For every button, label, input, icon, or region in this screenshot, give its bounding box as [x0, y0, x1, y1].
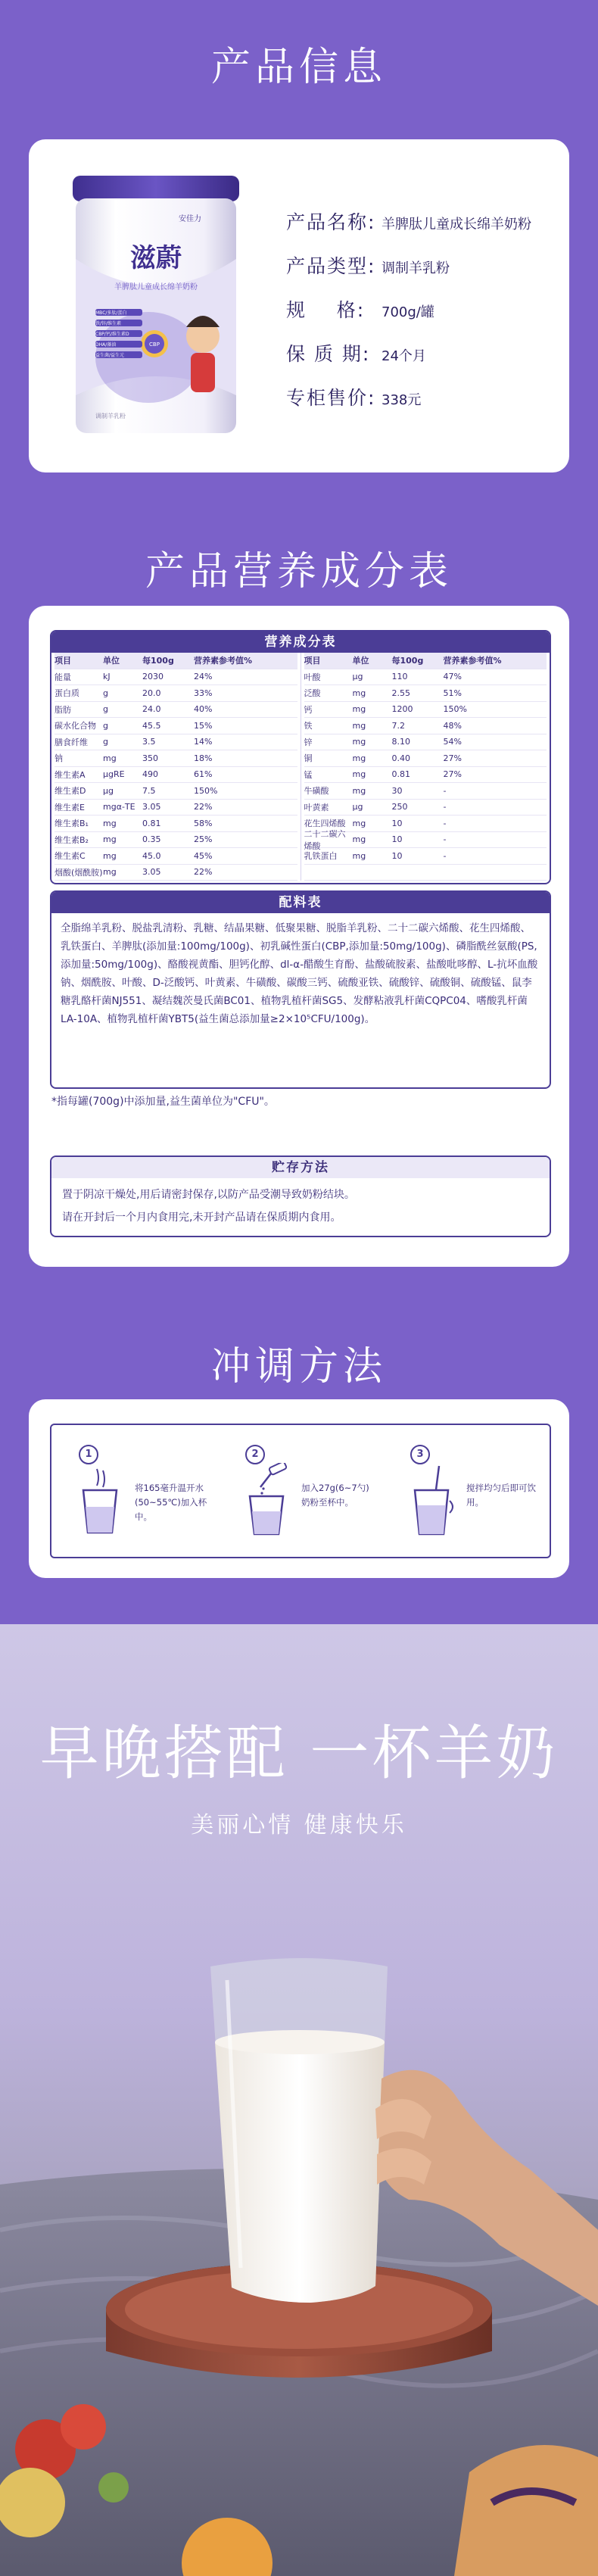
table-header: 每100g: [142, 656, 174, 666]
table-cell: 61%: [194, 769, 213, 780]
table-cell: 47%: [443, 672, 462, 682]
info-value: 338元: [382, 392, 422, 408]
table-cell: 250: [391, 802, 408, 812]
can-subtitle: 羊脾肽儿童成长绵羊奶粉: [114, 283, 198, 292]
table-row: [55, 783, 297, 800]
table-cell: g: [103, 737, 108, 747]
can-name: 滋蔚: [130, 243, 182, 273]
table-row: [55, 702, 297, 719]
table-cell: mg: [103, 818, 117, 828]
table-cell: 350: [142, 753, 158, 763]
nutrition-table: [50, 630, 551, 884]
table-row: [304, 783, 547, 800]
table-header: 营养素参考值%: [194, 656, 253, 666]
table-cell: 3.05: [142, 867, 161, 878]
table-cell: mg: [352, 753, 366, 763]
table-cell: 27%: [443, 753, 462, 763]
table-row: [55, 718, 297, 734]
table-cell: mg: [352, 834, 366, 845]
can-bullet: 益生菌/益生元: [95, 353, 125, 358]
ingredients-note: *指每罐(700g)中添加量,益生菌单位为"CFU"。: [51, 1096, 275, 1108]
table-cell: 2030: [142, 672, 164, 682]
info-label: 规 格:: [286, 299, 366, 321]
table-row: [55, 734, 297, 751]
table-header: 项目: [304, 656, 321, 666]
table-cell: 58%: [194, 818, 213, 828]
scoop-powder-icon: [244, 1463, 297, 1536]
table-header: 单位: [352, 656, 369, 666]
table-cell: 花生四烯酸: [304, 819, 346, 829]
table-cell: 48%: [443, 720, 462, 731]
table-cell: 24%: [194, 672, 213, 682]
table-cell: 膳食纤维: [55, 737, 88, 747]
storage-panel: [50, 1155, 551, 1237]
table-cell: -: [443, 802, 447, 812]
table-row: [304, 669, 547, 686]
table-cell: mg: [103, 867, 117, 878]
product-can-image: [65, 168, 247, 441]
table-cell: g: [103, 688, 108, 698]
table-row: [304, 800, 547, 816]
table-header: 项目: [55, 656, 71, 666]
table-row: [55, 767, 297, 784]
stir-glass-icon: [409, 1463, 462, 1536]
info-row-shelf-life: [286, 339, 531, 383]
can-bullet: MBC/多肽/蛋白: [95, 310, 127, 316]
table-cell: 钙: [304, 704, 313, 715]
table-cell: 能量: [55, 672, 71, 682]
info-label: 保 质 期:: [286, 343, 371, 365]
table-cell: 40%: [194, 704, 213, 715]
table-cell: 22%: [194, 802, 213, 812]
table-cell: mg: [352, 688, 366, 698]
table-cell: 0.81: [142, 818, 161, 828]
table-cell: mg: [352, 704, 366, 715]
brewing-section-title: 冲调方法: [210, 1344, 387, 1389]
table-row: [304, 767, 547, 784]
product-info-title: 产品信息: [210, 45, 387, 90]
table-cell: 叶酸: [304, 672, 321, 682]
table-cell: 烟酸(烟酰胺): [55, 867, 103, 878]
info-value: 调制羊乳粉: [382, 260, 450, 276]
info-label: 产品类型:: [286, 255, 376, 277]
brew-step-3: [391, 1440, 542, 1546]
product-info-list: [286, 207, 531, 427]
storage-line: 请在开封后一个月内食用完,未开封产品请在保质期内食用。: [62, 1212, 341, 1224]
table-cell: 维生素C: [55, 851, 86, 862]
water-glass-icon: [77, 1467, 123, 1536]
table-cell: 维生素D: [55, 786, 86, 797]
table-cell: -: [443, 834, 447, 845]
table-cell: 蛋白质: [55, 688, 79, 699]
table-cell: mg: [103, 753, 117, 763]
table-cell: 乳铁蛋白: [304, 851, 338, 862]
table-row: [304, 865, 547, 881]
table-cell: 45%: [194, 850, 213, 861]
table-cell: 51%: [443, 688, 462, 698]
ingredients-panel: [50, 890, 551, 1089]
table-row: [304, 702, 547, 719]
table-row: [55, 816, 297, 832]
table-cell: 150%: [194, 785, 218, 796]
table-cell: 二十二碳六烯酸: [304, 828, 346, 851]
can-bullet: 铁/锌/维生素: [95, 321, 122, 326]
table-cell: 铁: [304, 721, 313, 731]
brewing-card: [29, 1399, 569, 1578]
table-cell: -: [443, 785, 447, 796]
table-cell: μg: [103, 785, 114, 796]
table-cell: kJ: [103, 672, 111, 682]
table-header-row: [55, 653, 297, 669]
table-cell: 10: [391, 834, 403, 845]
table-cell: 7.2: [391, 720, 405, 731]
brew-step-1: [59, 1440, 210, 1546]
table-cell: 45.5: [142, 720, 161, 731]
lifestyle-subtitle: 美丽心情 健康快乐: [191, 1812, 407, 1838]
table-cell: 0.35: [142, 834, 161, 845]
ingredients-title: 配料表: [51, 892, 550, 913]
can-brand: 安佳力: [179, 215, 201, 223]
table-cell: 0.40: [391, 753, 410, 763]
table-cell: 牛磺酸: [304, 786, 329, 797]
table-cell: 24.0: [142, 704, 161, 715]
table-cell: mg: [352, 818, 366, 828]
table-cell: mg: [352, 785, 366, 796]
table-cell: 锰: [304, 769, 313, 780]
table-cell: 10: [391, 850, 403, 861]
table-row: [55, 800, 297, 816]
can-bullet: CBP/钙/维生素D: [95, 332, 129, 337]
table-cell: -: [443, 818, 447, 828]
table-cell: mgα-TE: [103, 802, 135, 812]
can-badge: CBP: [149, 341, 160, 348]
table-row: [304, 685, 547, 702]
table-cell: 110: [391, 672, 408, 682]
table-cell: 1200: [391, 704, 413, 715]
nutrition-section-title: 产品营养成分表: [145, 549, 453, 594]
table-cell: 碳水化合物: [55, 721, 96, 731]
nutrition-card: [29, 606, 569, 1267]
nutrition-table-title: 营养成分表: [51, 632, 550, 653]
table-row: [304, 734, 547, 751]
nutrition-left-column: [51, 653, 301, 881]
table-row: [55, 669, 297, 686]
table-row: [55, 685, 297, 702]
table-cell: g: [103, 704, 108, 715]
table-cell: g: [103, 720, 108, 731]
table-cell: mg: [103, 850, 117, 861]
brew-step-2: [226, 1440, 377, 1546]
table-cell: 10: [391, 818, 403, 828]
info-row-price: [286, 383, 531, 427]
table-cell: μg: [352, 802, 363, 812]
can-bullet: DHA/藻油: [95, 342, 117, 348]
table-cell: 维生素B₂: [55, 834, 89, 845]
table-header: 每100g: [391, 656, 424, 666]
table-cell: 脂肪: [55, 704, 71, 715]
lifestyle-title: 早晚搭配 一杯羊奶: [39, 1720, 559, 1788]
table-cell: 泛酸: [304, 688, 321, 699]
table-row: [55, 848, 297, 865]
table-cell: 叶黄素: [304, 802, 329, 812]
table-header-row: [304, 653, 547, 669]
table-cell: 45.0: [142, 850, 161, 861]
table-cell: 33%: [194, 688, 213, 698]
info-value: 24个月: [382, 348, 426, 364]
info-value: 羊脾肽儿童成长绵羊奶粉: [382, 217, 531, 232]
table-cell: 锌: [304, 737, 313, 747]
table-row: [55, 865, 297, 881]
step-text: 搅拌均匀后即可饮用。: [466, 1483, 536, 1508]
table-cell: 14%: [194, 737, 213, 747]
table-cell: 2.55: [391, 688, 410, 698]
table-row: [304, 718, 547, 734]
table-cell: mg: [352, 720, 366, 731]
table-cell: mg: [352, 850, 366, 861]
storage-line: 置于阴凉干燥处,用后请密封保存,以防产品受潮导致奶粉结块。: [62, 1189, 355, 1201]
table-cell: μgRE: [103, 769, 125, 780]
table-cell: 15%: [194, 720, 213, 731]
table-cell: 30: [391, 785, 403, 796]
info-value: 700g/罐: [382, 304, 434, 320]
table-cell: 7.5: [142, 785, 156, 796]
brewing-steps-frame: [50, 1424, 551, 1558]
table-row: [304, 848, 547, 865]
table-cell: mg: [103, 834, 117, 845]
product-info-card: [29, 139, 569, 472]
step-number: 2: [245, 1445, 265, 1464]
table-cell: 20.0: [142, 688, 161, 698]
info-label: 产品名称:: [286, 211, 376, 233]
info-row-type: [286, 251, 531, 295]
table-cell: 150%: [443, 704, 467, 715]
table-cell: 铜: [304, 753, 313, 764]
table-cell: μg: [352, 672, 363, 682]
table-cell: 维生素B₁: [55, 819, 89, 829]
step-number: 1: [79, 1445, 98, 1464]
table-cell: 8.10: [391, 737, 410, 747]
table-cell: -: [443, 850, 447, 861]
table-cell: 490: [142, 769, 158, 780]
info-label: 专柜售价:: [286, 387, 376, 409]
table-header: 单位: [103, 656, 120, 666]
table-cell: 27%: [443, 769, 462, 780]
info-row-name: [286, 207, 531, 251]
table-cell: 维生素A: [55, 769, 86, 780]
table-cell: mg: [352, 769, 366, 780]
ingredients-text: 全脂绵羊乳粉、脱盐乳清粉、乳糖、结晶果糖、低聚果糖、脱脂羊乳粉、二十二碳六烯酸、花生四烯酸、乳铁蛋白、羊脾肽(添加量:100mg/100g)、初乳碱性蛋白(CBP,添加量:50mg/100g)、磷脂酰丝氨酸(PS,添加量:50mg/100g)、酪酸视黄酯、胆钙化醇、dl-α-醋酸生育酚、盐酸硫胺素、盐酸吡哆醇、L-抗坏血酸钠、烟酰胺、叶酸、D-泛酸钙、叶黄素、牛磺酸、碳酸三钙、硫酸亚铁、硫酸锌、硫酸铜、硫酸锰、鼠李糖乳酪杆菌NJ551、凝结魏茨曼氏菌BC01、植物乳植杆菌SG5、发酵粘液乳杆菌CQPC04、嗜酸乳杆菌LA-10A、植物乳植杆菌YBT5(益生菌总添加量≥2×10⁵CFU/100g)。: [61, 922, 538, 1025]
table-row: [304, 828, 547, 851]
table-cell: 18%: [194, 753, 213, 763]
storage-title: 贮存方法: [51, 1157, 550, 1178]
table-header: 营养素参考值%: [443, 656, 502, 666]
step-number: 3: [410, 1445, 430, 1464]
table-cell: 3.5: [142, 737, 156, 747]
table-cell: 25%: [194, 834, 213, 845]
table-row: [304, 750, 547, 767]
lifestyle-banner: [0, 1624, 598, 2576]
table-cell: 54%: [443, 737, 462, 747]
table-cell: 22%: [194, 867, 213, 878]
table-cell: 钠: [55, 753, 63, 764]
table-row: [55, 750, 297, 767]
table-cell: 0.81: [391, 769, 410, 780]
table-cell: 3.05: [142, 802, 161, 812]
step-text: 加入27g(6~7勺)奶粉至杯中。: [301, 1483, 369, 1508]
table-row: [55, 832, 297, 849]
table-cell: 维生素E: [55, 802, 85, 812]
can-bottom-text: 调制羊乳粉: [95, 413, 126, 419]
table-cell: mg: [352, 737, 366, 747]
step-text: 将165毫升温开水(50~55℃)加入杯中。: [135, 1483, 207, 1522]
info-row-spec: [286, 295, 531, 339]
nutrition-right-column: [301, 653, 550, 881]
